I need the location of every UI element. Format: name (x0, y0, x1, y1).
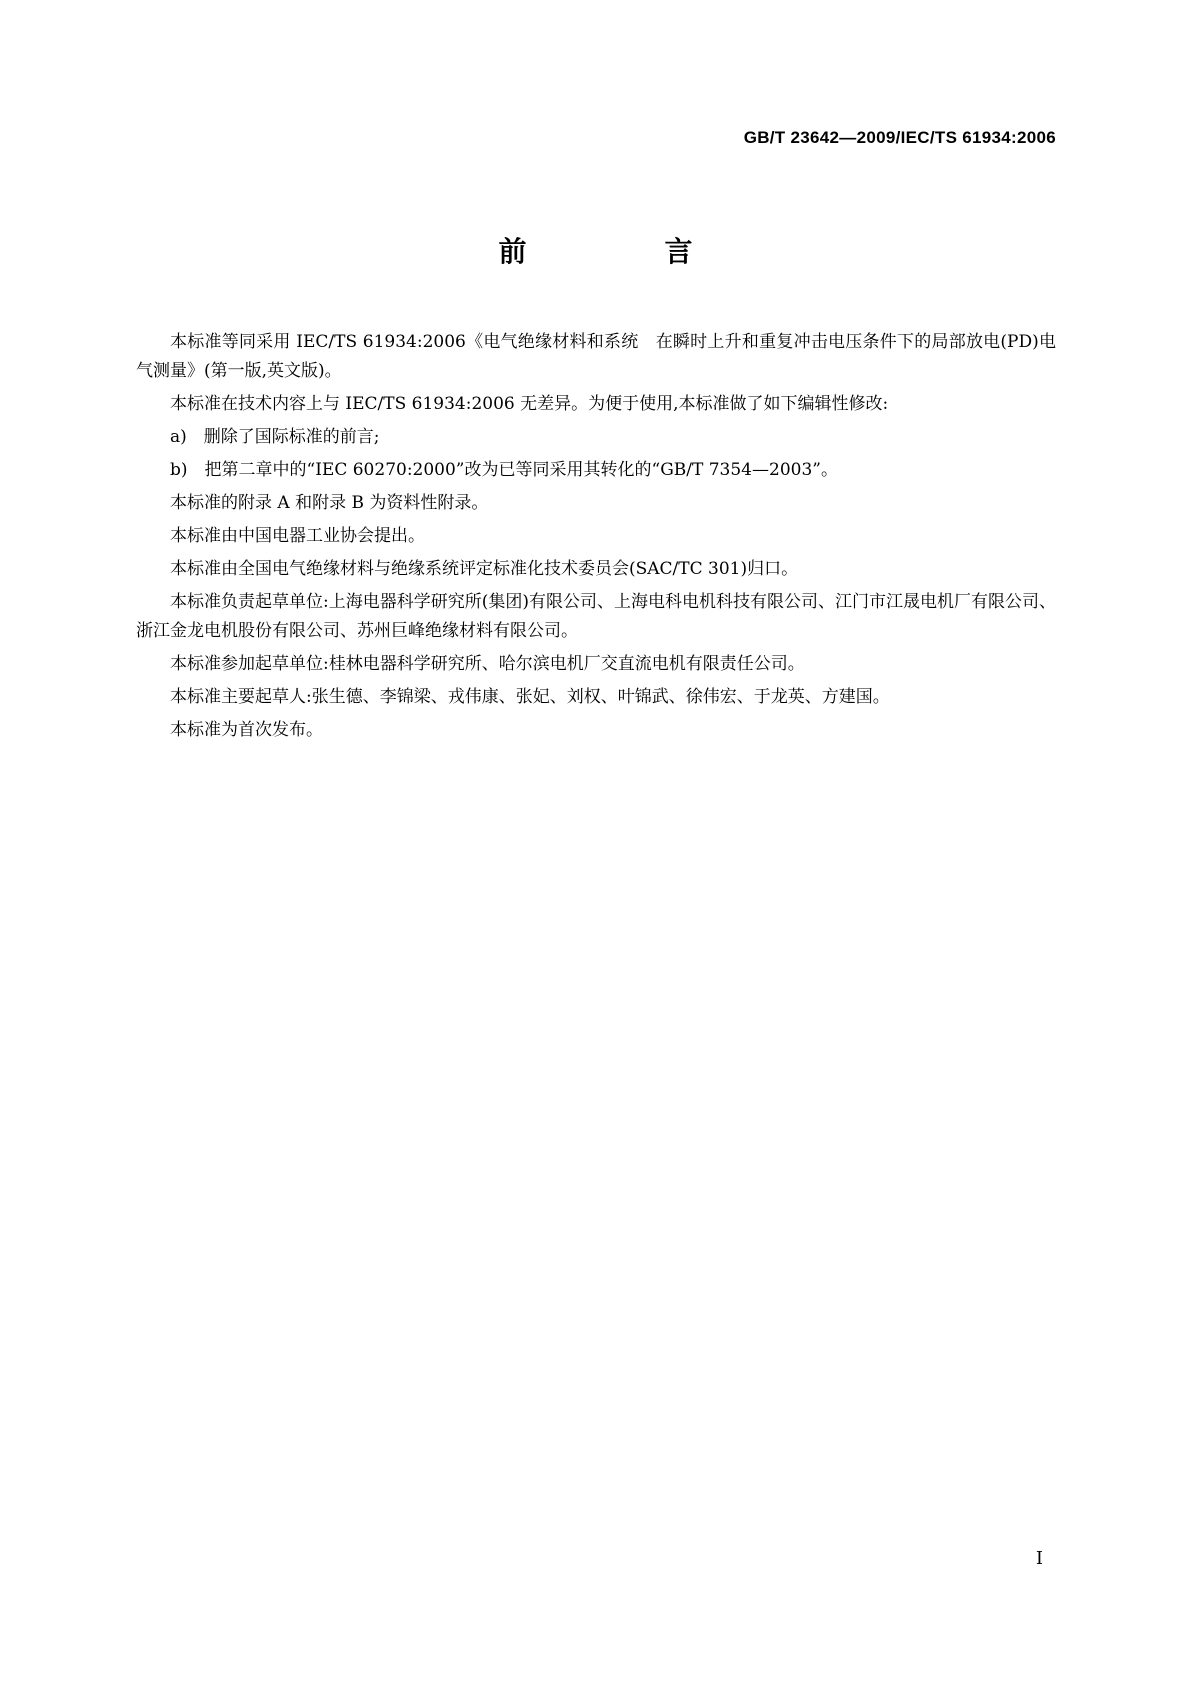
list-item-a: a) 删除了国际标准的前言; (170, 427, 380, 447)
paragraph-proposed-by: 本标准由中国电器工业协会提出。 (170, 526, 425, 546)
page-number: I (1035, 1548, 1043, 1569)
list-item-b: b) 把第二章中的“IEC 60270:2000”改为已等同采用其转化的“GB/T 7354—2003”。 (170, 460, 838, 480)
paragraph-centralized-by: 本标准由全国电气绝缘材料与绝缘系统评定标准化技术委员会(SAC/TC 301)归口。 (170, 559, 799, 579)
foreword-body (136, 328, 1056, 749)
paragraph-main-drafters-orgs: 本标准负责起草单位:上海电器科学研究所(集团)有限公司、上海电科电机科技有限公司、江门市江晟电机厂有限公司、浙江金龙电机股份有限公司、苏州巨峰绝缘材料有限公司。 (136, 592, 1056, 641)
paragraph-annexes: 本标准的附录 A 和附录 B 为资料性附录。 (170, 493, 489, 513)
paragraph-drafters: 本标准主要起草人:张生德、李锦梁、戎伟康、张妃、刘权、叶锦武、徐伟宏、于龙英、方建国。 (170, 687, 890, 707)
standard-code-header: GB/T 23642—2009/IEC/TS 61934:2006 (743, 128, 1056, 147)
paragraph-first-release: 本标准为首次发布。 (170, 720, 323, 740)
paragraph-adoption: 本标准等同采用 IEC/TS 61934:2006《电气绝缘材料和系统 在瞬时上升和重复冲击电压条件下的局部放电(PD)电气测量》(第一版,英文版)。 (136, 332, 1056, 381)
page-title: 前 言 (498, 235, 748, 268)
paragraph-differences: 本标准在技术内容上与 IEC/TS 61934:2006 无差异。为便于使用,本标准做了如下编辑性修改: (170, 394, 889, 414)
paragraph-participating-orgs: 本标准参加起草单位:桂林电器科学研究所、哈尔滨电机厂交直流电机有限责任公司。 (170, 654, 805, 674)
